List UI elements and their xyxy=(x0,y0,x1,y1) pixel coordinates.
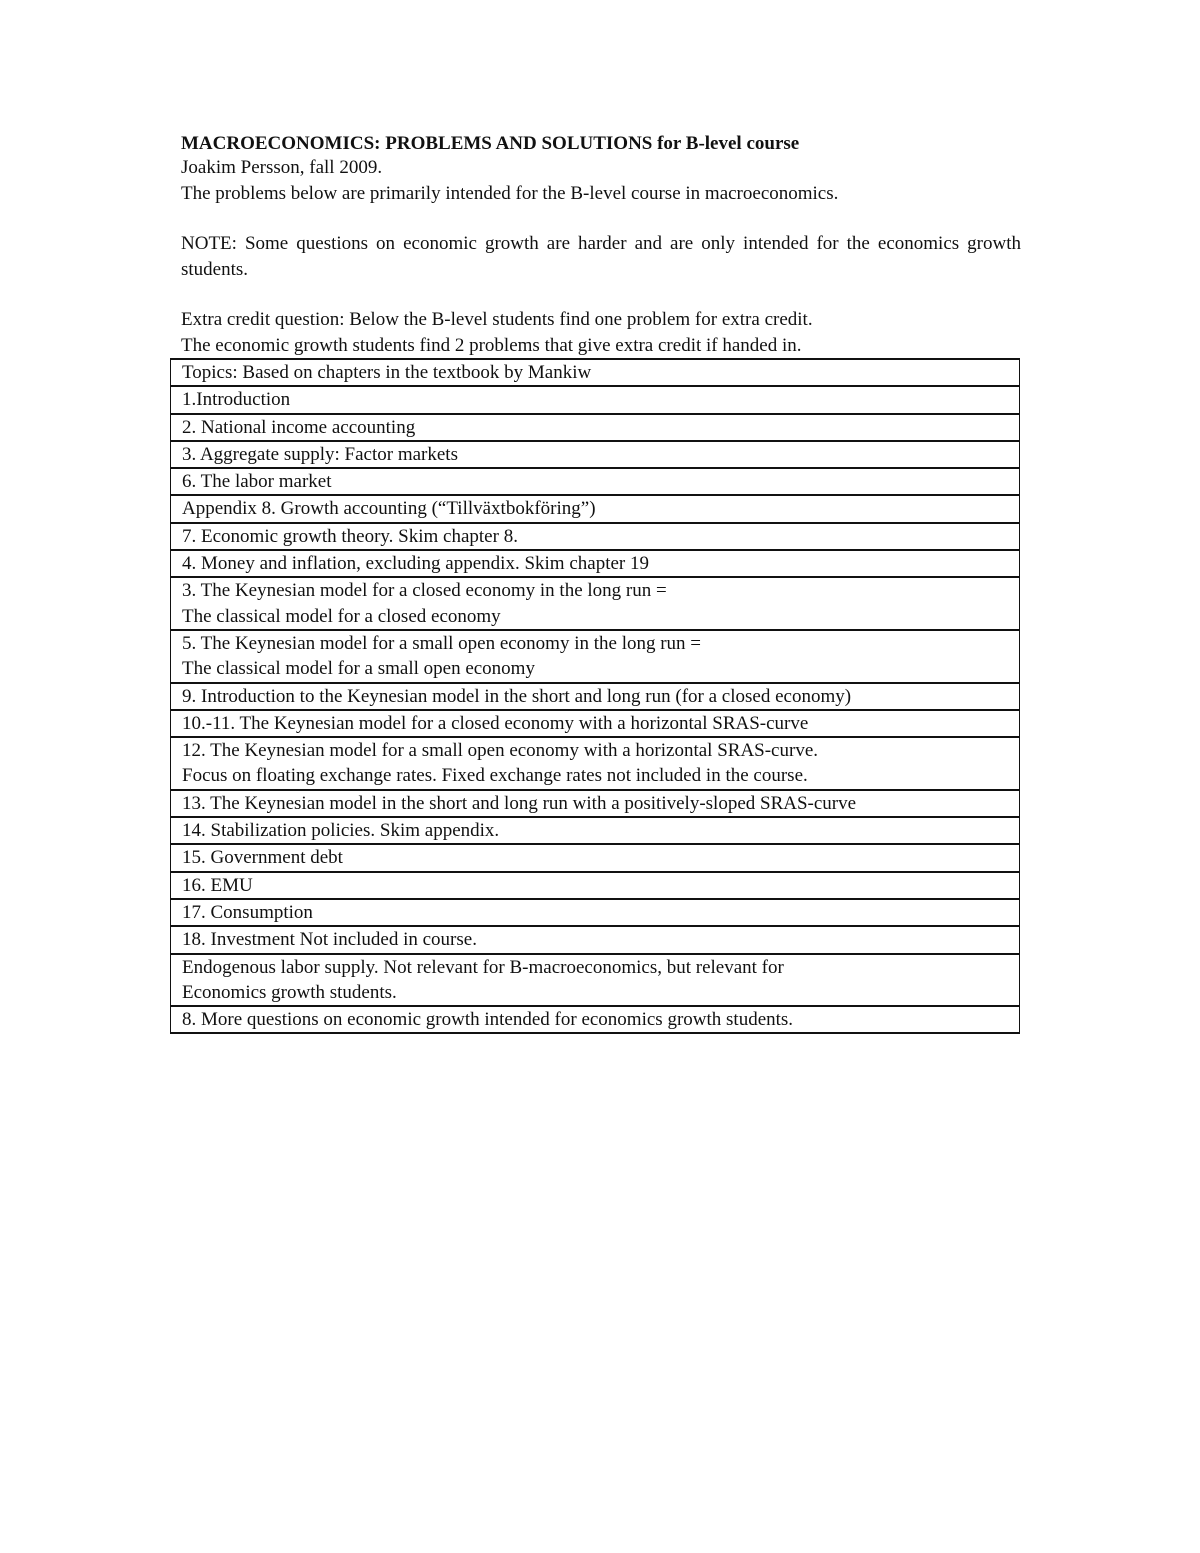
spacer xyxy=(181,206,1021,231)
topic-row-text: 3. Aggregate supply: Factor markets xyxy=(182,443,458,465)
topic-row xyxy=(171,927,1019,954)
topic-row xyxy=(171,578,1019,631)
topic-row xyxy=(171,360,1019,387)
topic-row-text: 3. The Keynesian model for a closed economy in the long run = xyxy=(182,580,667,602)
topic-row-text: Economics growth students. xyxy=(182,981,397,1003)
topic-row xyxy=(171,900,1019,927)
topic-row-text: 15. Government debt xyxy=(182,847,343,869)
topic-row xyxy=(171,873,1019,900)
topic-row xyxy=(171,496,1019,523)
topic-row-text: The classical model for a small open economy xyxy=(182,658,535,680)
document-title: MACROECONOMICS: PROBLEMS AND SOLUTIONS for B-level course xyxy=(181,133,800,154)
topics-table xyxy=(170,358,1020,1034)
extra-credit-line-2: The economic growth students find 2 problems that give extra credit if handed in. xyxy=(181,334,802,356)
note-paragraph: NOTE: Some questions on economic growth are harder and are only intended for the economics growth students. xyxy=(181,233,1021,280)
topic-row xyxy=(171,631,1019,684)
topic-row-text: 18. Investment Not included in course. xyxy=(182,929,477,951)
topic-row xyxy=(171,524,1019,551)
topic-row-text: 2. National income accounting xyxy=(182,416,416,438)
topic-row xyxy=(171,955,1019,1008)
extra-credit-line-1: Extra credit question: Below the B-level students find one problem for extra credit. xyxy=(181,309,813,330)
topic-row xyxy=(171,469,1019,496)
topic-row-text: Focus on floating exchange rates. Fixed exchange rates not included in the course. xyxy=(182,765,808,787)
topic-row xyxy=(171,845,1019,872)
topic-row-text: 9. Introduction to the Keynesian model in the short and long run (for a closed economy) xyxy=(182,685,852,707)
topic-row xyxy=(171,551,1019,578)
spacer xyxy=(181,282,1021,307)
author-line: Joakim Persson, fall 2009. xyxy=(181,157,383,178)
topic-row-text: 1.Introduction xyxy=(182,389,291,411)
topic-row xyxy=(171,791,1019,818)
topic-row-text: 17. Consumption xyxy=(182,901,313,923)
topic-row xyxy=(171,1007,1019,1032)
document-header xyxy=(181,130,1021,358)
topic-row xyxy=(171,442,1019,469)
topic-row xyxy=(171,387,1019,414)
topic-row-text: Topics: Based on chapters in the textbook by Mankiw xyxy=(182,362,592,383)
topic-row-text: 7. Economic growth theory. Skim chapter 8. xyxy=(182,525,518,547)
topic-row-text: 4. Money and inflation, excluding appendix. Skim chapter 19 xyxy=(182,553,649,575)
topic-row-text: 14. Stabilization policies. Skim appendix. xyxy=(182,820,500,842)
topic-row-text: 16. EMU xyxy=(182,874,253,896)
topic-row-text: 12. The Keynesian model for a small open economy with a horizontal SRAS-curve. xyxy=(182,740,818,762)
topic-row-text: Endogenous labor supply. Not relevant for B-macroeconomics, but relevant for xyxy=(182,956,784,978)
topic-row xyxy=(171,684,1019,711)
topic-row-text: 10.-11. The Keynesian model for a closed economy with a horizontal SRAS-curve xyxy=(182,712,809,734)
topic-row-text: The classical model for a closed economy xyxy=(182,605,501,627)
topic-row xyxy=(171,415,1019,442)
topic-row xyxy=(171,711,1019,738)
topic-row-text: 5. The Keynesian model for a small open economy in the long run = xyxy=(182,632,702,654)
topic-row-text: Appendix 8. Growth accounting (“Tillväxtbokföring”) xyxy=(182,498,596,520)
topic-row-text: 6. The labor market xyxy=(182,471,332,493)
topic-row-text: 13. The Keynesian model in the short and long run with a positively-sloped SRAS-curve xyxy=(182,792,857,814)
topic-row-text: 8. More questions on economic growth intended for economics growth students. xyxy=(182,1009,794,1031)
topic-row xyxy=(171,738,1019,791)
topic-row xyxy=(171,818,1019,845)
intro-text: The problems below are primarily intended for the B-level course in macroeconomics. xyxy=(181,182,839,204)
